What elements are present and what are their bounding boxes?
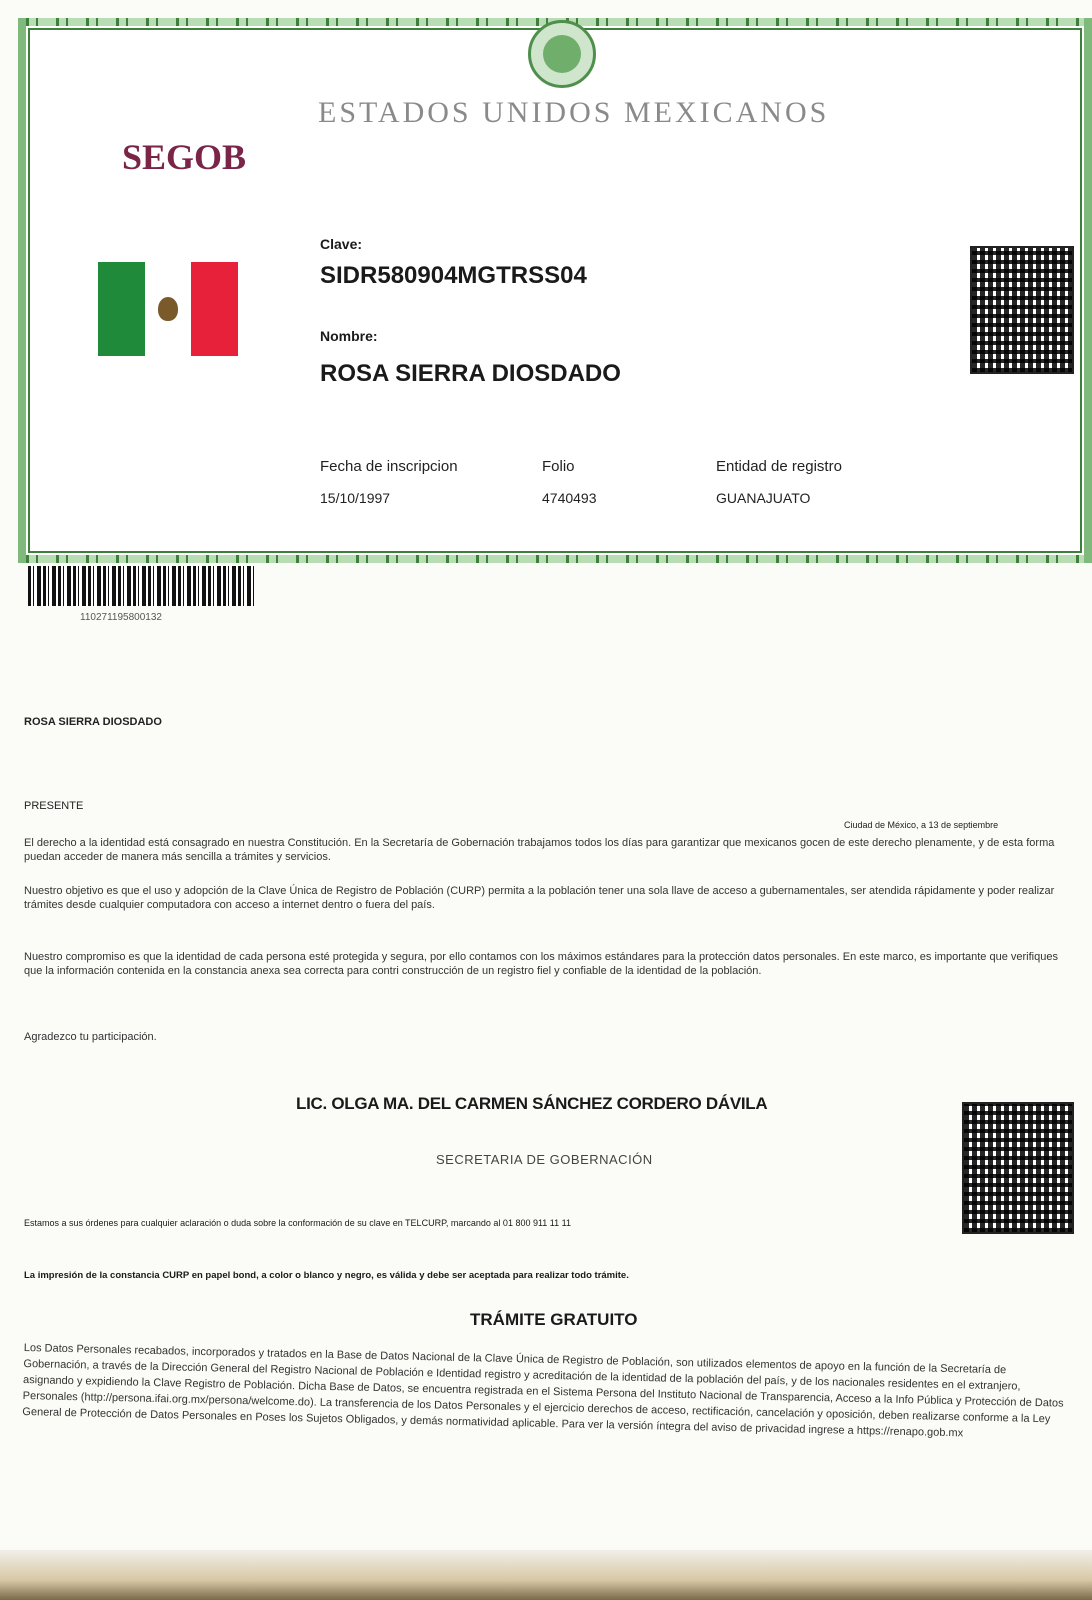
qr-code-icon (970, 246, 1074, 374)
qr-code-icon (962, 1102, 1074, 1234)
privacy-notice: Los Datos Personales recabados, incorporados y tratados en la Base de Datos Nacional de la Clave Única de Registro de Población, son utilizados elementos de apoyo en la función de la Secretaría de Gobernación, a través de la Dirección General del Registro Nacional de Población e Identidad registro y acreditación de la identidad de la población del país, y de los nacionales residentes en el extranjero, asignando y expidiendo la Clave Registro de Población. Dicha Base de Datos, se encuentra registrada en el Sistema Persona del Instituto Nacional de Transparencia, Acceso a la Info Pública y Protección de Datos Personales (http://persona.ifai.org.mx/persona/welcome.do). La transferencia de los Datos Personales y el ejercicio derechos de acceso, rectificación, cancelación y oposición, deben realizarse conforme a la Ley General de Protección de Datos Personales en Poses los Sujetos Obligados, y demás normatividad aplicable. Para ver la versión íntegra del aviso de privacidad ingrese a https://renapo.gob.mx (22, 1341, 1064, 1440)
letter-paragraph-1: El derecho a la identidad está consagrado en nuestra Constitución. En la Secretaría de Gobernación trabajamos todos los días para garantizar que mexicanos gocen de este derecho plenamente, y de esta forma puedan acceder de manera más sencilla a trámites y servicios. (24, 837, 1055, 863)
nombre-label: Nombre: (320, 328, 378, 344)
country-title: ESTADOS UNIDOS MEXICANOS (318, 96, 830, 129)
barcode-number: 110271195800132 (80, 612, 162, 623)
contact-text: Estamos a sus órdenes para cualquier aclaración o duda sobre la conformación de su clave en TELCURP, marcando al 01 800 911 11 11 (24, 1218, 571, 1228)
letter-paragraph-3: Nuestro compromiso es que la identidad de cada persona esté protegida y segura, por ello contamos con los máximos estándares para la protección datos personales. En este marco, es importante que verifiques que la información contenida en la constancia anexa sea correcta para contri construcción de un registro fiel y confiable de la identidad de la población. (24, 951, 1058, 977)
fecha-label: Fecha de inscripcion (320, 458, 458, 475)
clave-label: Clave: (320, 236, 363, 252)
tramite-gratuito: TRÁMITE GRATUITO (470, 1310, 638, 1329)
entidad-value: GUANAJUATO (716, 490, 811, 506)
recipient-name: ROSA SIERRA DIOSDADO (24, 716, 162, 728)
national-seal-icon (528, 20, 596, 88)
print-note: La impresión de la constancia CURP en papel bond, a color o blanco y negro, es válida y debe ser aceptada para realizar todo trámite. (24, 1270, 629, 1281)
folio-label: Folio (542, 458, 575, 475)
letter-paragraph-2: Nuestro objetivo es que el uso y adopción de la Clave Única de Registro de Población (CURP) permita a la población tener una sola llave de acceso a gubernamentales, ser atendida rápidamente y poder realizar trámites desde cualquier computadora con acceso a internet dentro o fuera del país. (24, 885, 1055, 911)
frame-border-bottom (26, 555, 1084, 563)
signer-name: LIC. OLGA MA. DEL CARMEN SÁNCHEZ CORDERO DÁVILA (296, 1094, 768, 1113)
agency-logo: SEGOB (122, 137, 247, 177)
signer-title: SECRETARIA DE GOBERNACIÓN (436, 1152, 653, 1167)
entidad-label: Entidad de registro (716, 458, 842, 475)
page-edge-shadow (0, 1550, 1092, 1600)
nombre-value: ROSA SIERRA DIOSDADO (320, 360, 621, 387)
clave-value: SIDR580904MGTRSS04 (320, 262, 587, 289)
fecha-value: 15/10/1997 (320, 490, 391, 506)
mexico-flag-icon (98, 262, 238, 356)
folio-value: 4740493 (542, 490, 597, 506)
presente-text: PRESENTE (24, 800, 84, 812)
barcode-icon (28, 566, 254, 606)
city-date: Ciudad de México, a 13 de septiembre (844, 820, 999, 830)
thanks-text: Agradezco tu participación. (24, 1031, 157, 1043)
